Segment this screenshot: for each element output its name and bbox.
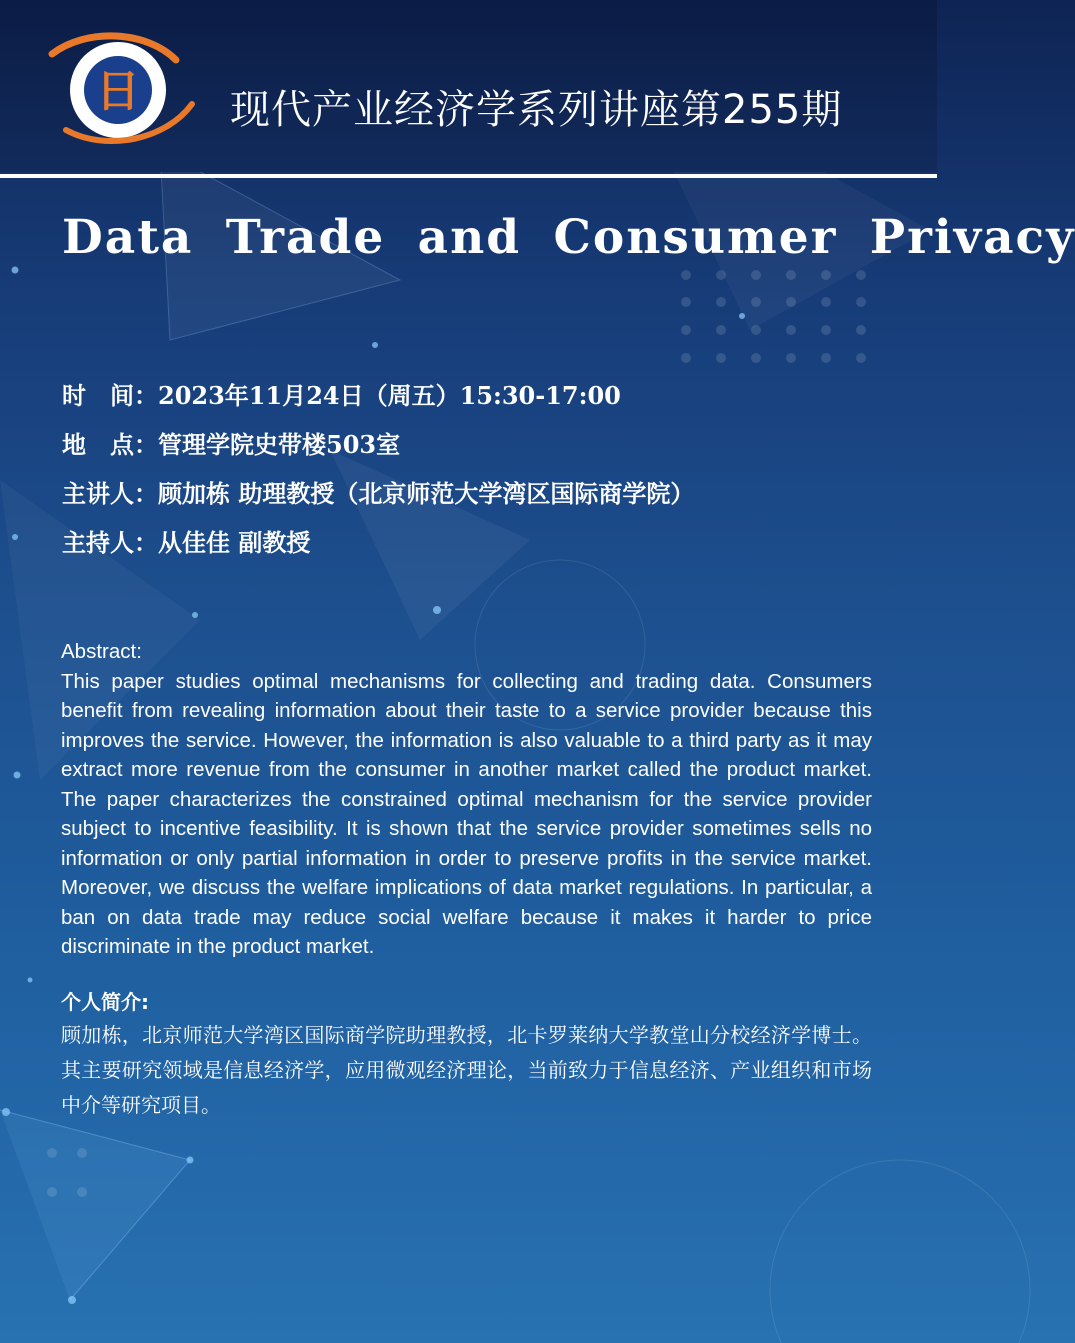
host-row bbox=[62, 523, 902, 572]
bio-label: 个人简介: bbox=[61, 990, 149, 1014]
time-value: 2023年11月24日（周五）15:30-17:00 bbox=[158, 381, 621, 410]
time-label: 时 间： bbox=[62, 381, 158, 410]
speaker-row bbox=[62, 474, 902, 523]
school-logo bbox=[46, 34, 196, 144]
bio-text: 顾加栋，北京师范大学湾区国际商学院助理教授，北卡罗莱纳大学教堂山分校经济学博士。其主要研究领域是信息经济学，应用微观经济理论，当前致力于信息经济、产业组织和市场中介等研究项目。 bbox=[61, 1023, 872, 1117]
bio-section bbox=[61, 986, 872, 1123]
host-value: 从佳佳 副教授 bbox=[158, 528, 311, 557]
place-row bbox=[62, 425, 902, 474]
talk-title: Data Trade and Consumer Privacy bbox=[62, 210, 1075, 265]
header-divider bbox=[0, 174, 937, 178]
logo-glyph: 日 bbox=[96, 66, 140, 117]
place-label: 地 点： bbox=[62, 430, 158, 459]
place-value: 管理学院史带楼503室 bbox=[158, 430, 401, 459]
abstract-section bbox=[61, 637, 872, 962]
event-info bbox=[62, 376, 902, 572]
abstract-label: Abstract: bbox=[61, 640, 142, 663]
abstract-text: This paper studies optimal mechanisms for collecting and trading data. Consumers benefit from revealing information about their taste to a service provider because this improves the service. However, the information is also valuable to a third party as it may extract more revenue from the consumer in another market called the product market. The paper characterizes the constrained optimal mechanism for the service provider subject to incentive feasibility. It is shown that the service provider sometimes sells no information or only partial information in order to preserve profits in the service market. Moreover, we discuss the welfare implications of data market regulations. In particular, a ban on data trade may reduce social welfare because it makes it harder to price discriminate in the product market. bbox=[61, 669, 872, 958]
time-row bbox=[62, 376, 902, 425]
speaker-label: 主讲人： bbox=[62, 479, 158, 508]
host-label: 主持人： bbox=[62, 528, 158, 557]
series-title: 现代产业经济学系列讲座第255期 bbox=[230, 87, 843, 133]
speaker-value: 顾加栋 助理教授（北京师范大学湾区国际商学院） bbox=[158, 479, 695, 508]
